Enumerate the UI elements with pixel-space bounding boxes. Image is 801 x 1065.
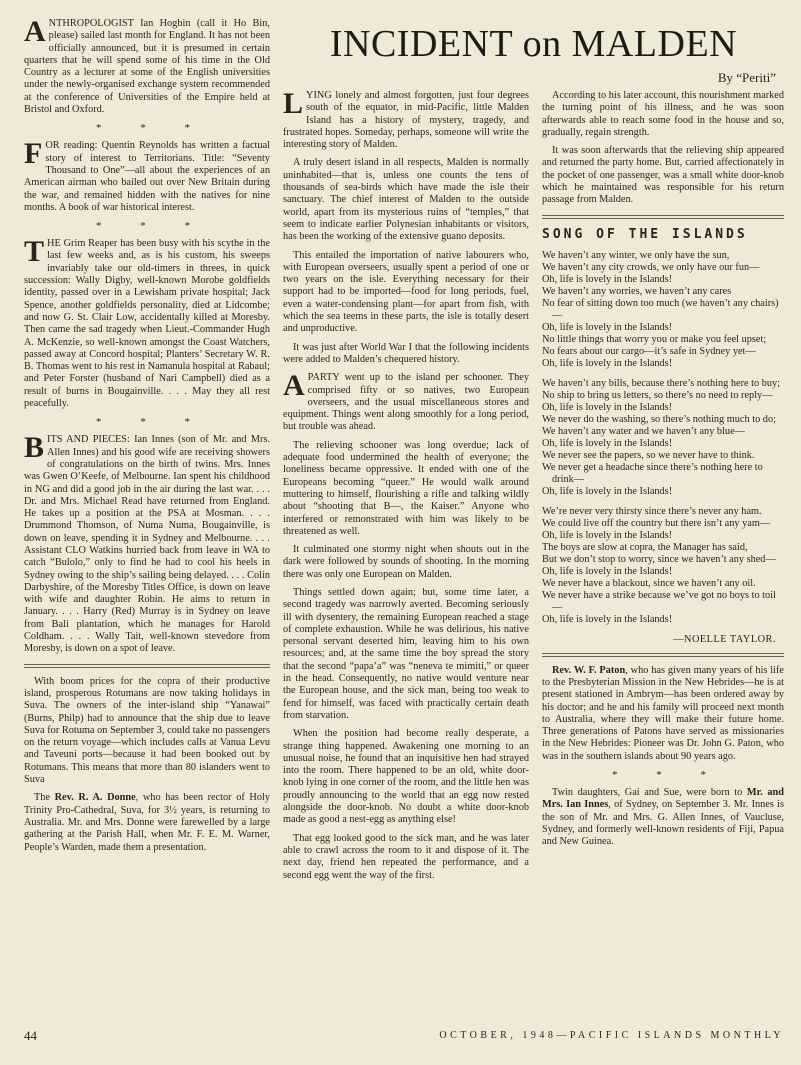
column-right (542, 90, 784, 1023)
running-head: OCTOBER, 1948—PACIFIC ISLANDS MONTHLY (439, 1030, 784, 1041)
poem-line: Oh, life is lovely in the Islands! (542, 529, 673, 541)
article-byline: By “Periti” (717, 70, 776, 85)
paragraph: It culminated one stormy night when shouts out in the dark were followed by sounds of shooting. In the morning there was only one European on Malden. (283, 544, 529, 580)
paragraph: It was just after World War I that the following incidents were added to Malden’s chequered history. (283, 341, 529, 365)
section-rule (542, 653, 784, 657)
drop-cap: T (24, 235, 45, 269)
poem-line: Oh, life is lovely in the Islands! (542, 321, 673, 333)
drop-cap: A (24, 18, 46, 48)
poem-line: We never have a strike because we’ve got no boys to toil— (542, 589, 776, 613)
poem-verse (542, 250, 784, 370)
poem-line: Oh, life is lovely in the Islands! (542, 565, 673, 577)
poem-line: We haven’t any city crowds, we only have our fun— (542, 261, 760, 273)
drop-cap: A (283, 369, 305, 403)
column-middle (283, 90, 529, 1023)
paragraph-donne: The Rev. R. A. Donne, who has been rector of Holy Trinity Pro-Cathedral, Suva, for 3½ years, is returning to Australia. Mr. and Mrs. Donne were farewelled by a large gathering at the Parish Hall, when Mr. F. E. M. Warner, People’s Warden, made them a presentation. (24, 792, 270, 853)
poem-line: We never get a headache since there’s nothing here to drink— (542, 461, 763, 485)
section-divider: * * * (96, 220, 208, 233)
paragraph: When the position had become really desperate, a strange thing happened. Awakening one morning to an unusual noise, he found that an inquisitive hen had strayed into the room. There happened to be an old, white door-knob lying in one corner of the room, and the little hen was proudly announcing to the world that an egg now rested alongside the door-knob. No doubt a white door-knob made as good a nest-egg as anything else! (283, 728, 529, 826)
drop-cap: B (24, 431, 45, 465)
article-header (283, 22, 784, 86)
section-divider: * * * (96, 122, 208, 135)
paragraph-party: APARTY went up to the island per schooner. They comprised fifty or so natives, two European overseers, and the usual miscellaneous stores and equipment. Things went along smoothly for a long period, but trouble was ahead. (283, 369, 529, 433)
poem-title: SONG OF THE ISLANDS (542, 226, 748, 242)
poem-line: Oh, life is lovely in the Islands! (542, 437, 673, 449)
paragraph: It was soon afterwards that the relieving ship appeared and returned the party home. But, carried affectionately in the pocket of one passenger, was a small white door-knob which he maintained was responsible for his return passage from Malden. (542, 145, 784, 206)
poem-line: We haven’t any worries, we haven’t any cares (542, 285, 732, 297)
poem-line: Oh, life is lovely in the Islands! (542, 401, 673, 413)
section-divider: * * * (96, 416, 208, 429)
paragraph-malden-intro: LYING lonely and almost forgotten, just four degrees south of the equator, in mid-Pacific, little Malden Island has a history of mystery, tragedy, and frustrated hopes. Someday, perhaps, someone will write the interesting story of Malden. (283, 90, 529, 151)
section-rule (24, 664, 270, 668)
poem-verse (542, 378, 784, 498)
poem-line: Oh, life is lovely in the Islands! (542, 485, 673, 497)
paragraph-bits-and-pieces: BITS AND PIECES: Ian Innes (son of Mr. and Mrs. Allen Innes) and his good wife are receiving showers of congratulations on the birth of twins. Mrs. Innes was Gwen O’Keefe, of Melbourne. Ian spent his childhood in NG and did a good job in the air during the last war. . . . Dr. and Mrs. Michael Read have returned from England. He takes up a position at the PSA at Mosman. . . . Drummond Thomson, of Numa Numa, Bougainville, is down on leave, spending it in Sydney and Melbourne. . . . Assistant CLO Watkins hurried back from leave in WA to catch “Bulolo,” only to find he had to cool his heels in Sydney owing to the ship’s sailing being delayed. . . . Colin Darbyshire, of the Moresby Titles Office, is down on leave with wife and daughter Robin. He aims to return in January. . . . Harry (Red) Murray is in Sydney on leave from Bali plantation, which he manages for Harold Coldham. . . . Wally Tait, well-known stevedore from Moresby, is down on a spot of leave. (24, 431, 270, 655)
poem-line: Oh, life is lovely in the Islands! (542, 613, 673, 625)
paragraph-grim-reaper: THE Grim Reaper has been busy with his scythe in the last few weeks and, as is his custom, his sweeps invariably take our old-timers in threes, in quick succession: Wally Digby, well-known Morobe goldfields identity, passed over in a Lewisham private hospital; Jack Spence, another goldfields personality, died at Lidcombe; and now G. St. Clair Low, accidentally killed at Moresby. Then came the sad tragedy when Lieut.-Commander Hugh A. McKenzie, so well-known amongst the Coast Watchers, passed away at Concord hospital; Planters’ Secretary W. R. B. Thomas went to his rest in Namanula hospital at Rabaul; and Peter Forster (husband of Nari Campbell) died as a result of burns in Bougainville. . . . May they all rest peacefully. (24, 235, 270, 410)
paragraph: The relieving schooner was long overdue; lack of adequate food undermined the health of everyone; the loneliness became oppressive. It ended with one of the Europeans becoming “queer.” He would walk around muttering to himself, flourishing a rifle and talking wildly about “shooting that B—, the Kaiser.” Anyone who interfered or remonstrated with him was likely to be threatened as well. (283, 439, 529, 537)
poem-line: We could live off the country but there isn’t any yam— (542, 517, 771, 529)
paragraph: Things settled down again; but, some time later, a second tragedy was narrowly averted. Becoming seriously ill with dysentery, the remaining European reached a stage of complete exhaustion. While he was delirious, his native personal servant deserted him, leaving him to his own resources; and, at the same time the boy spread the story that the second “papa’a” was “neneva te mimiti,” or queer in the head. Consequently, no native would venture near the European house, and the sick man, being too weak to fend for himself, was faced with practically certain death from starvation. (283, 586, 529, 721)
article-title: INCIDENT on MALDEN (329, 23, 738, 65)
paragraph: According to his later account, this nourishment marked the turning point of his illness, and he was soon afterwards able to reach some food in the house and so, gradually, regain strength. (542, 90, 784, 138)
page-number: 44 (24, 1028, 37, 1043)
drop-cap: L (283, 90, 304, 120)
poem-line: We never have a blackout, since we haven’t any oil. (542, 577, 756, 589)
poem-line: Oh, life is lovely in the Islands! (542, 357, 673, 369)
paragraph: A truly desert island in all respects, Malden is normally uninhabited—that is, unless one counts the tens of thousands of sea-birds which have made the isle their sanctuary. The chief interest of Malden to the outside world, apart from its mysterious ruins of “temples,” that seem to indicate earlier Polynesian inhabitants or visitors, has been the working of the extensive guano deposits. (283, 157, 529, 243)
paragraph: That egg looked good to the sick man, and he was later able to crawl across the room to it and dispose of it. The next day, friend hen repeated the performance, and a second egg went the way of the first. (283, 832, 529, 881)
paragraph-hogbin: ANTHROPOLOGIST Ian Hogbin (call it Ho Bin, please) sailed last month for England. It has not been officially announced, but it is presumed in certain quarters that he will spend some of his time in the Old Country as a lecturer at some of the English universities under the newly-organised exchange system recommended at the conference of Universities of the Empire held at Bristol and Oxford. (24, 18, 270, 116)
poem-line: No ship to bring us letters, so there’s no need to reply— (542, 389, 773, 401)
paragraph-rotuma: With boom prices for the copra of their productive island, prosperous Rotumans are now taking holidays in Suva. The owners of the inter-island ship “Yanawai” (Burns, Philp) had to announce that the ship due to leave Suva for Rotuma on September 3, could take no passengers on the return voyage—which includes calls at Vanua Levu and Taveuni ports—because it had been booked out by Rotumans. This means that more than 80 islanders went to Suva (24, 675, 270, 786)
poem-line: The boys are slow at copra, the Manager has said, (542, 541, 748, 553)
poem-line: We never do the washing, so there’s nothing much to do; (542, 413, 776, 425)
poem-line: We haven’t any water and we haven’t any blue— (542, 425, 745, 437)
poem-line: No fear of sitting down too much (we haven’t any chairs)— (542, 297, 779, 321)
paragraph-paton: Rev. W. F. Paton, who has given many years of his life to the Presbyterian Mission in the New Hebrides—he is at present stationed in Ambrym—has been ordered away by his doctor; and he and his family will proceed next month to Australia, where they will make their future home. Three generations of Patons have served as missionaries in the New Hebrides: Pioneer was Dr. John G. Paton, who was in the southern islands about 90 years ago. (542, 664, 784, 762)
poem-line: Oh, life is lovely in the Islands! (542, 273, 673, 285)
poem-line: We haven’t any bills, because there’s nothing here to buy; (542, 377, 781, 389)
poem-line: We haven’t any winter, we only have the sun, (542, 249, 730, 261)
page-footer (24, 1028, 784, 1048)
section-divider: * * * (612, 769, 724, 782)
poem-line: We never see the papers, so we never have to think. (542, 449, 755, 461)
paragraph-reading: FOR reading: Quentin Reynolds has written a factual story of interest to Territorians. Title: “Seventy Thousand to One”—all about the experiences of an American airman who bailed out over New Britain during the war, and remained hidden with the natives for nine months. A book of war historical interest. (24, 137, 270, 213)
section-rule (542, 215, 784, 219)
paragraph: This entailed the importation of native labourers who, with European overseers, usually spent a period of one or two years on the isle. Everything necessary for their support had to be imported—food for long periods, fuel, even a water-condensing plant—for apart from fish, with which the sea teems in these parts, the isle is totally desert and unproductive. (283, 249, 529, 335)
paragraph-twins: Twin daughters, Gai and Sue, were born to Mr. and Mrs. Ian Innes, of Sydney, on September 3. Mr. Innes is the son of Mr. and Mrs. G. Allen Innes, of Vaucluse, Sydney, and formerly well-known residents of Fiji, Papua and New Guinea. (542, 787, 784, 848)
poem-signature: —NOELLE TAYLOR. (673, 633, 776, 645)
poem-line: We’re never very thirsty since there’s never any ham. (542, 505, 762, 517)
drop-cap: F (24, 137, 43, 171)
poem-line: No fears about our cargo—it’s safe in Sydney yet— (542, 345, 756, 357)
poem-verse (542, 506, 784, 626)
poem-line: But we don’t stop to worry, since we haven’t any shed— (542, 553, 776, 565)
column-left (24, 18, 270, 1023)
poem-line: No little things that worry you or make you feel upset; (542, 333, 767, 345)
